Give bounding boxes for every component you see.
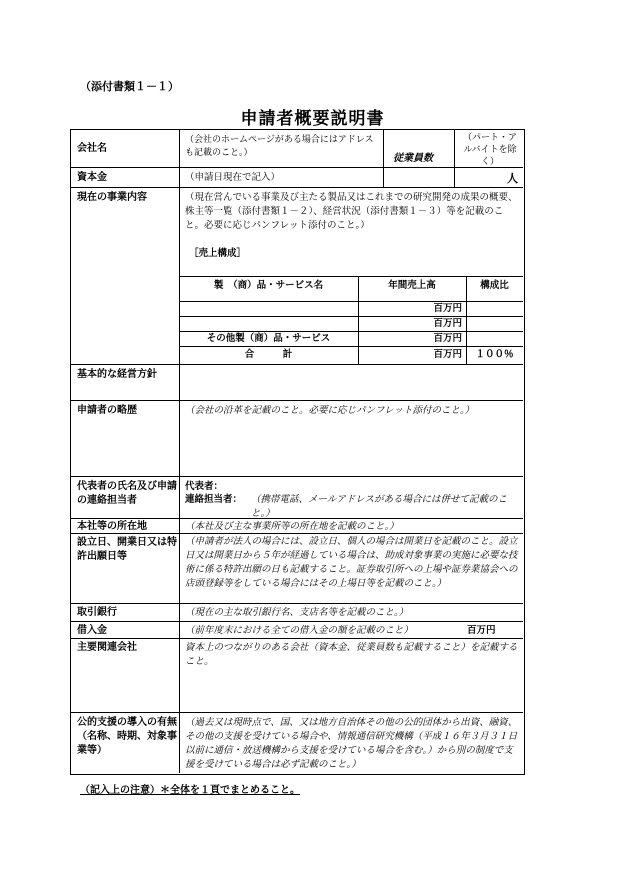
business-note: （現在営んでいる事業及び主たる製品又はこれまでの研究開発の成果の概要、株主等一覧（添付書類１－２）、経営状況（添付書類１－３）等を記載のこと。必要に応じパンフレット添付のこと。） — [185, 192, 518, 231]
sales-total-ratio: １００％ — [475, 349, 514, 360]
employees-label: 従業員数 — [393, 153, 433, 164]
company-name-label: 会社名 — [77, 143, 107, 154]
representative-name-label: 代表者： — [185, 481, 224, 492]
loans-note: （前年度末における全ての借入金の額を記載のこと） — [185, 625, 414, 636]
sales-heading: ［売上構成］ — [189, 248, 247, 259]
public-support-label: 公的支援の導入の有無（名称、時期、対象事業等） — [77, 717, 177, 756]
affiliates-note: 資本上のつながりのある会社（資本金、従業員数も記載すること）を記載すること。 — [185, 642, 518, 667]
establishment-label: 設立日、開業日又は特許出願日等 — [77, 537, 177, 562]
bank-note: （現在の主な取引銀行名、支店名等を記載のこと。） — [185, 607, 409, 618]
affiliates-label: 主要関連会社 — [77, 642, 137, 653]
employees-note: （パート・アルバイトを除く） — [462, 133, 517, 167]
sales-total-label: 合 計 — [244, 349, 293, 360]
employees-unit: 人 — [507, 172, 518, 185]
history-note: （会社の沿革を記載のこと。必要に応じパンフレット添付のこと。） — [185, 405, 475, 416]
sales-row-amount: 百万円 — [433, 333, 462, 344]
public-support-note: （過去又は現時点で、国、又は地方自治体その他の公的団体から出資、融資、その他の支援を受けている場合や、情報通信研究機構（平成１６年３月３１日以前に通信・放送機構から支援を受けている場合を含む。）から別の制度で支援を受けている場合は必ず記載のこと。） — [185, 717, 518, 770]
loans-label: 借入金 — [77, 625, 107, 636]
footer-note: （記入上の注意）＊全体を１頁でまとめること。 — [80, 785, 300, 796]
address-label: 本社等の所在地 — [77, 521, 147, 532]
company-name-note: （会社のホームページがある場合にはアドレスも記載のこと。） — [185, 135, 374, 158]
contact-person-label: 連絡担当者： — [185, 494, 243, 505]
sales-table — [179, 276, 523, 364]
sales-row-name: その他製（商）品・サービス — [206, 333, 331, 344]
form-table — [70, 129, 525, 775]
establishment-note: （申請者が法人の場合には、設立日、個人の場合は開業日を記載のこと。設立日又は開業日から５年が経過している場合は、助成対象事業の実施に必要な技術に係る特許出願の日も記載すること。証券取引所への上場や証券業協会への店頭登録等をしている場合にはその上場日等を記載のこと。） — [185, 536, 518, 589]
capital-label: 資本金 — [77, 172, 107, 183]
business-label: 現在の事業内容 — [77, 192, 147, 203]
sales-header-amount: 年間売上高 — [388, 280, 436, 291]
sales-row-amount: 百万円 — [433, 318, 462, 329]
bank-label: 取引銀行 — [77, 607, 117, 618]
page-title: 申請者概要説明書 — [240, 109, 385, 129]
sales-header-ratio: 構成比 — [480, 280, 509, 291]
capital-note: （申請日現在で記入） — [185, 172, 281, 183]
contact-person-note: （携帯電話、メールアドレスがある場合には併せて記載のこと。） — [251, 494, 508, 519]
sales-header-name: 製 （商）品・サービス名 — [213, 280, 324, 291]
sales-total-amount: 百万円 — [433, 349, 462, 360]
history-label: 申請者の略歴 — [77, 405, 137, 416]
representative-label: 代表者の氏名及び申請の連絡担当者 — [77, 481, 177, 506]
address-note: （本社及び主な事業所等の所在地を記載のこと。） — [185, 521, 399, 532]
attachment-label: （添付書類１－１） — [80, 80, 179, 93]
policy-label: 基本的な経営方針 — [77, 369, 157, 380]
sales-row-amount: 百万円 — [433, 303, 462, 314]
loans-unit: 百万円 — [467, 625, 496, 636]
